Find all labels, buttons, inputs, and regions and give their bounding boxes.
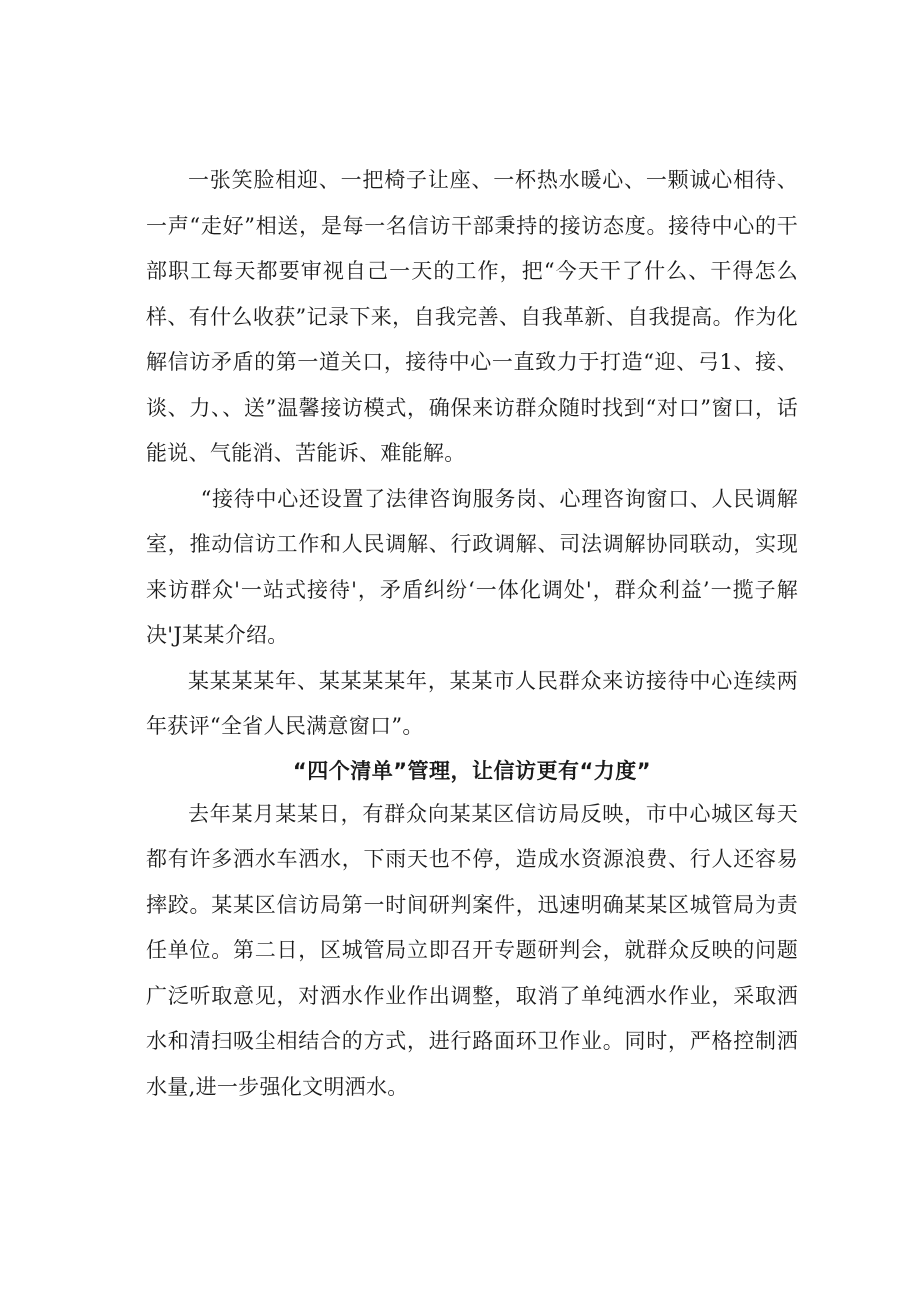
paragraph-reception-attitude: 一张笑脸相迎、一把椅子让座、一杯热水暖心、一颗诚心相待、一声“走好”相送，是每一名信访干部秉持的接访态度。接待中心的干部职工每天都要审视自己一天的工作，把“今天干了什么、干得怎么样、有什么收获”记录下来，自我完善、自我革新、自我提高。作为化解信访矛盾的第一道关口，接待中心一直致力于打造“迎、弓1、接、谈、力、、送”温馨接访模式，确保来访群众随时找到“对口”窗口，话能说、气能消、苦能诉、难能解。 bbox=[146, 168, 798, 465]
paragraph-sprinkler-case: 去年某月某某日，有群众向某某区信访局反映，市中心城区每天都有许多洒水车洒水，下雨天也不停，造成水资源浪费、行人还容易摔跤。某某区信访局第一时间研判案件，迅速明确某某区城管局为责任单位。第二日，区城管局立即召开专题研判会，就群众反映的问题广泛听取意见，对洒水作业作出调整，取消了单纯洒水作业，采取洒水和清扫吸尘相结合的方式，进行路面环卫作业。同时，严格控制洒水量,进一步强化文明洒水。 bbox=[146, 801, 798, 1099]
paragraph-award: 某某某某年、某某某某年，某某市人民群众来访接待中心连续两年获评“全省人民满意窗口”。 bbox=[146, 668, 798, 738]
section-heading: “四个清单”管理，让信访更有“力度” bbox=[292, 758, 652, 783]
paragraph-reception-services: “接待中心还设置了法律咨询服务岗、心理咨询窗口、人民调解室，推动信访工作和人民调解、行政调解、司法调解协同联动，实现来访群众'一站式接待'，矛盾纠纷‘一体化调处'，群众利益’一揽子解决'J某某介绍。 bbox=[146, 486, 798, 647]
document-body bbox=[146, 158, 798, 1110]
